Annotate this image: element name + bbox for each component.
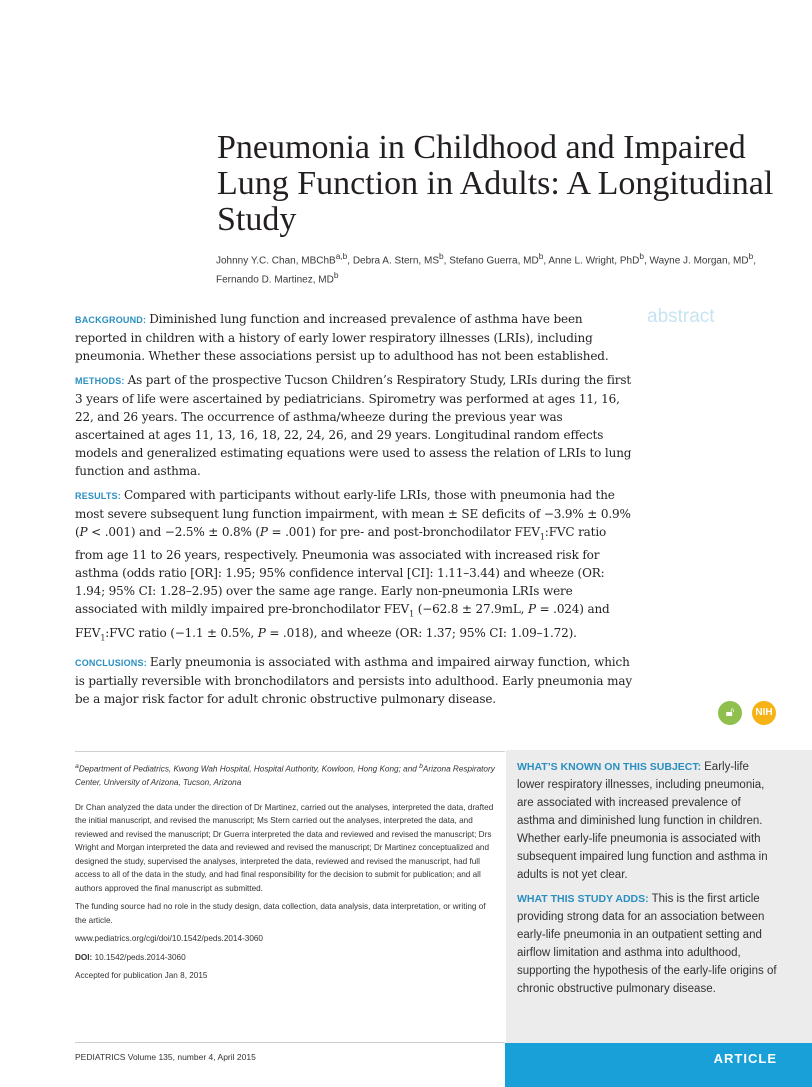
results-text: = .018), and wheeze (OR: 1.37; 95% CI: 1.09–1.72). — [265, 625, 577, 640]
journal-citation: PEDIATRICS Volume 135, number 4, April 2015 — [75, 1052, 256, 1062]
author-text: , Anne L. Wright, PhD — [543, 255, 640, 267]
known-label: WHAT’S KNOWN ON THIS SUBJECT: — [517, 761, 702, 773]
affil-sup: b — [439, 251, 444, 261]
author-text: , Wayne J. Morgan, MD — [643, 255, 749, 267]
abstract-methods — [75, 371, 633, 480]
known-section — [517, 758, 779, 884]
accepted-date: Accepted for publication Jan 8, 2015 — [75, 971, 208, 981]
affil-sup: b — [748, 251, 754, 261]
affil-sup: a — [75, 763, 79, 770]
p-symbol: P — [259, 525, 268, 539]
results-text: (−62.8 ± 27.9mL, — [414, 602, 528, 617]
results-text: :FVC ratio (−1.1 ± 0.5%, — [105, 625, 258, 640]
p-symbol: P — [79, 525, 88, 539]
funding-note: The funding source had no role in the study design, data collection, data analysis, data interpretation, or writing of the article. — [75, 902, 486, 925]
results-label: RESULTS: — [75, 491, 121, 501]
affil-sup: a,b — [335, 251, 348, 261]
methods-text: As part of the prospective Tucson Children’s Respiratory Study, LRIs during the first 3 years of life were ascertained by pediatricians. Spirometry was performed at ages 11, 16, 22, and 26 years. The occurrence of asthma/wheeze during the previous year was ascertained at ages 11, 13, 16, 18, 22, 24, 26, and 29 years. Longitudinal random effects models and generalized estimating equations were used to assess the relation of LRIs to lung function and asthma. — [75, 373, 632, 478]
results-text: = .001) for pre- and post-bronchodilator FEV — [267, 525, 540, 539]
open-access-icon[interactable]: 🔓︎ — [718, 701, 742, 725]
adds-text: This is the first article providing strong data for an association between early-life pneumonia in an outpatient setting and airflow limitation and asthma into adulthood, supporting the hypothesis of the early-life origins of chronic obstructive pulmonary disease. — [517, 893, 777, 995]
conclusions-text: Early pneumonia is associated with asthma and impaired airway function, which is partially reversible with bronchodilators and persists into adulthood. Early pneumonia may be a major risk factor for adult chronic obstructive pulmonary disease. — [75, 655, 632, 707]
doi-value[interactable]: 10.1542/peds.2014-3060 — [94, 952, 186, 962]
contributions: Dr Chan analyzed the data under the direction of Dr Martinez, carried out the analyses, interpreted the data, drafted the initial manuscript, and revised the manuscript; Ms Stern carried out the analyses, interpreted the data, and reviewed and revised the manuscript; Dr Guerra interpreted the data and reviewed and revised the manuscript; Drs Wright and Morgan interpreted the data and reviewed and revised the manuscript; Dr Martinez conceptualized and designed the study, supervised the analyses, interpreted the data, reviewed and revised the manuscript, had full access to all of the data in the study, and had final responsibility for the decision to submit for publication; and all authors approved the final manuscript as submitted. — [75, 802, 494, 893]
nih-icon[interactable]: NIH — [752, 701, 776, 725]
author-text: , — [753, 255, 757, 267]
summary-text — [517, 758, 779, 1004]
affil-text: Department of Pediatrics, Kwong Wah Hospital, Hospital Authority, Kowloon, Hong Kong; and — [78, 764, 420, 774]
doi-line — [75, 951, 495, 965]
article-title: Pneumonia in Childhood and Impaired Lung Function in Adults: A Longitudinal Study — [217, 129, 774, 238]
results-text: Compared with participants without early-life LRIs, those with pneumonia had the most severe subsequent lung function impairment, with mean ± SE deficits of −3.9% ± 0.9% ( — [75, 488, 631, 539]
p-symbol: P — [527, 602, 536, 617]
affil-sup: b — [538, 251, 544, 261]
background-text: Diminished lung function and increased prevalence of asthma have been reported in children with a history of early lower respiratory illnesses (LRIs), including pneumonia. Whether these associations persist up to adulthood has not been established. — [75, 312, 609, 363]
abstract-tag: abstract — [647, 306, 715, 327]
background-label: BACKGROUND: — [75, 315, 147, 325]
subscript: 1 — [539, 532, 545, 542]
abstract — [75, 310, 633, 714]
article-notes — [75, 760, 495, 988]
adds-section — [517, 890, 779, 998]
footer-divider — [75, 1042, 505, 1043]
conclusions-label: CONCLUSIONS: — [75, 658, 147, 669]
affil-sup: b — [639, 251, 644, 261]
known-text: Early-life lower respiratory illnesses, including pneumonia, are associated with increased prevalence of asthma and diminished lung function in children. Whether early-life pneumonia is associated with subsequent impaired lung function and asthma in adults is not yet clear. — [517, 761, 768, 881]
subscript: 1 — [100, 633, 106, 643]
subscript: 1 — [409, 609, 415, 619]
author-text: , Debra A. Stern, MS — [347, 255, 439, 267]
author-text: Fernando D. Martinez, MD — [216, 274, 334, 286]
author-text: , Stefano Guerra, MD — [443, 255, 539, 267]
abstract-conclusions — [75, 653, 633, 708]
article-url[interactable]: www.pediatrics.org/cgi/doi/10.1542/peds.2014-3060 — [75, 934, 263, 944]
author-list — [216, 249, 776, 288]
abstract-results — [75, 486, 633, 647]
affil-text: Arizona Respiratory Center, University of Arizona, Tucson, Arizona — [75, 764, 495, 788]
abstract-background — [75, 310, 633, 365]
methods-label: METHODS: — [75, 376, 125, 386]
author-text: Johnny Y.C. Chan, MBChB — [216, 255, 336, 267]
p-symbol: P — [257, 625, 266, 640]
article-type-bar — [505, 1043, 812, 1087]
adds-label: WHAT THIS STUDY ADDS: — [517, 893, 649, 905]
affiliations — [75, 760, 495, 790]
results-text: :FVC ratio from age 11 to 26 years, respectively. Pneumonia was associated with increased risk for asthma (odds ratio [OR]: 1.95; 95% confidence interval [CI]: 1.11–3.44) and wheeze (OR: 1.94; 95% CI: 1.28–2.95) over the same age range. Early non-pneumonia LRIs were associated with mildly impaired pre-bronchodilator FEV — [75, 525, 607, 617]
results-text: < .001) and −2.5% ± 0.8% ( — [87, 525, 260, 539]
results-text: = .024) and FEV — [75, 602, 610, 640]
affil-sup: b — [333, 270, 339, 281]
badge-icons — [718, 700, 782, 728]
affil-sup: b — [419, 763, 423, 770]
doi-label: DOI: — [75, 952, 93, 962]
article-type-label: ARTICLE — [713, 1051, 777, 1066]
divider — [75, 751, 505, 752]
